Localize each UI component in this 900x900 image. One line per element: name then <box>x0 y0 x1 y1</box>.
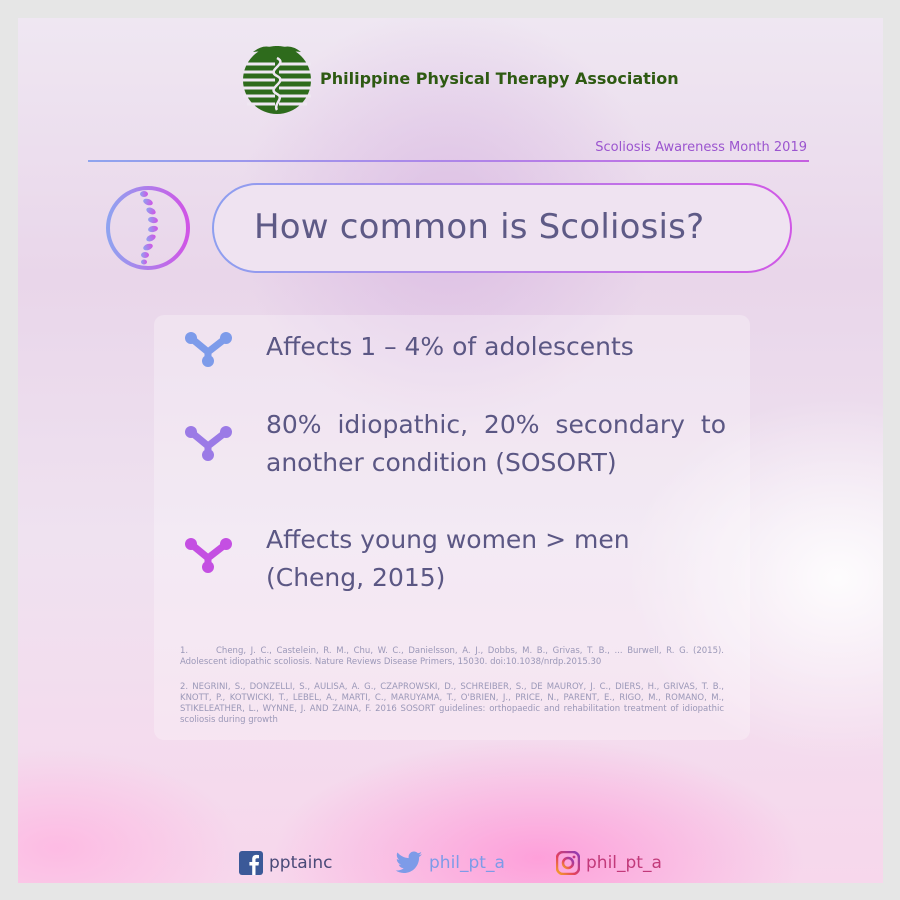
twitter-icon <box>395 851 423 875</box>
facebook-link[interactable] <box>239 850 333 876</box>
facebook-handle: pptainc <box>269 853 333 873</box>
reference-1 <box>180 646 724 668</box>
reference-2 <box>180 682 724 726</box>
fact-3: Affects young women > men (Cheng, 2015) <box>266 525 630 592</box>
reference-text: Cheng, J. C., Castelein, R. M., Chu, W. C., Danielsson, A. J., Dobbs, M. B., Grivas, T. B., ... Burwell, R. G. (2015). Adolescent idiopathic scoliosis. Nature Reviews Disease Primers, 15030. doi:10.1038/nrdp.2015.30 <box>180 646 724 667</box>
fact-2: 80% idiopathic, 20% secondary to another condition (SOSORT) <box>266 410 726 477</box>
instagram-handle: phil_pt_a <box>586 853 662 873</box>
bullet-icon-1 <box>184 330 234 370</box>
organization-name: Philippine Physical Therapy Association <box>320 69 679 88</box>
title-banner <box>212 183 792 273</box>
twitter-handle: phil_pt_a <box>429 853 505 873</box>
ppta-logo <box>239 40 315 116</box>
bullet-icon-2 <box>184 424 234 464</box>
poster <box>18 18 883 883</box>
header-divider <box>88 160 809 162</box>
reference-number: 2. <box>180 682 189 692</box>
reference-number: 1. <box>180 646 189 656</box>
fact-1: Affects 1 – 4% of adolescents <box>266 332 634 361</box>
facebook-icon <box>239 851 263 875</box>
bullet-icon-3 <box>184 536 234 576</box>
campaign-label: Scoliosis Awareness Month 2019 <box>595 140 807 155</box>
instagram-link[interactable] <box>556 850 662 876</box>
page-title: How common is Scoliosis? <box>254 207 705 247</box>
twitter-link[interactable] <box>395 850 505 876</box>
spine-icon <box>104 184 192 272</box>
instagram-icon <box>556 851 580 875</box>
reference-text: NEGRINI, S., DONZELLI, S., AULISA, A. G., CZAPROWSKI, D., SCHREIBER, S., DE MAUROY, J. C., DIERS, H., GRIVAS, T. B., KNOTT, P., KOTWICKI, T., LEBEL, A., MARTI, C., MARUYAMA, T., O'BRIEN, J., PRICE, N., PARENT, E., RIGO, M., ROMANO, M., STIKELEATHER, L., WYNNE, J. AND ZAINA, F. 2016 SOSORT guidelines: orthopaedic and rehabilitation treatment of idiopathic scoliosis during growth <box>180 682 724 725</box>
